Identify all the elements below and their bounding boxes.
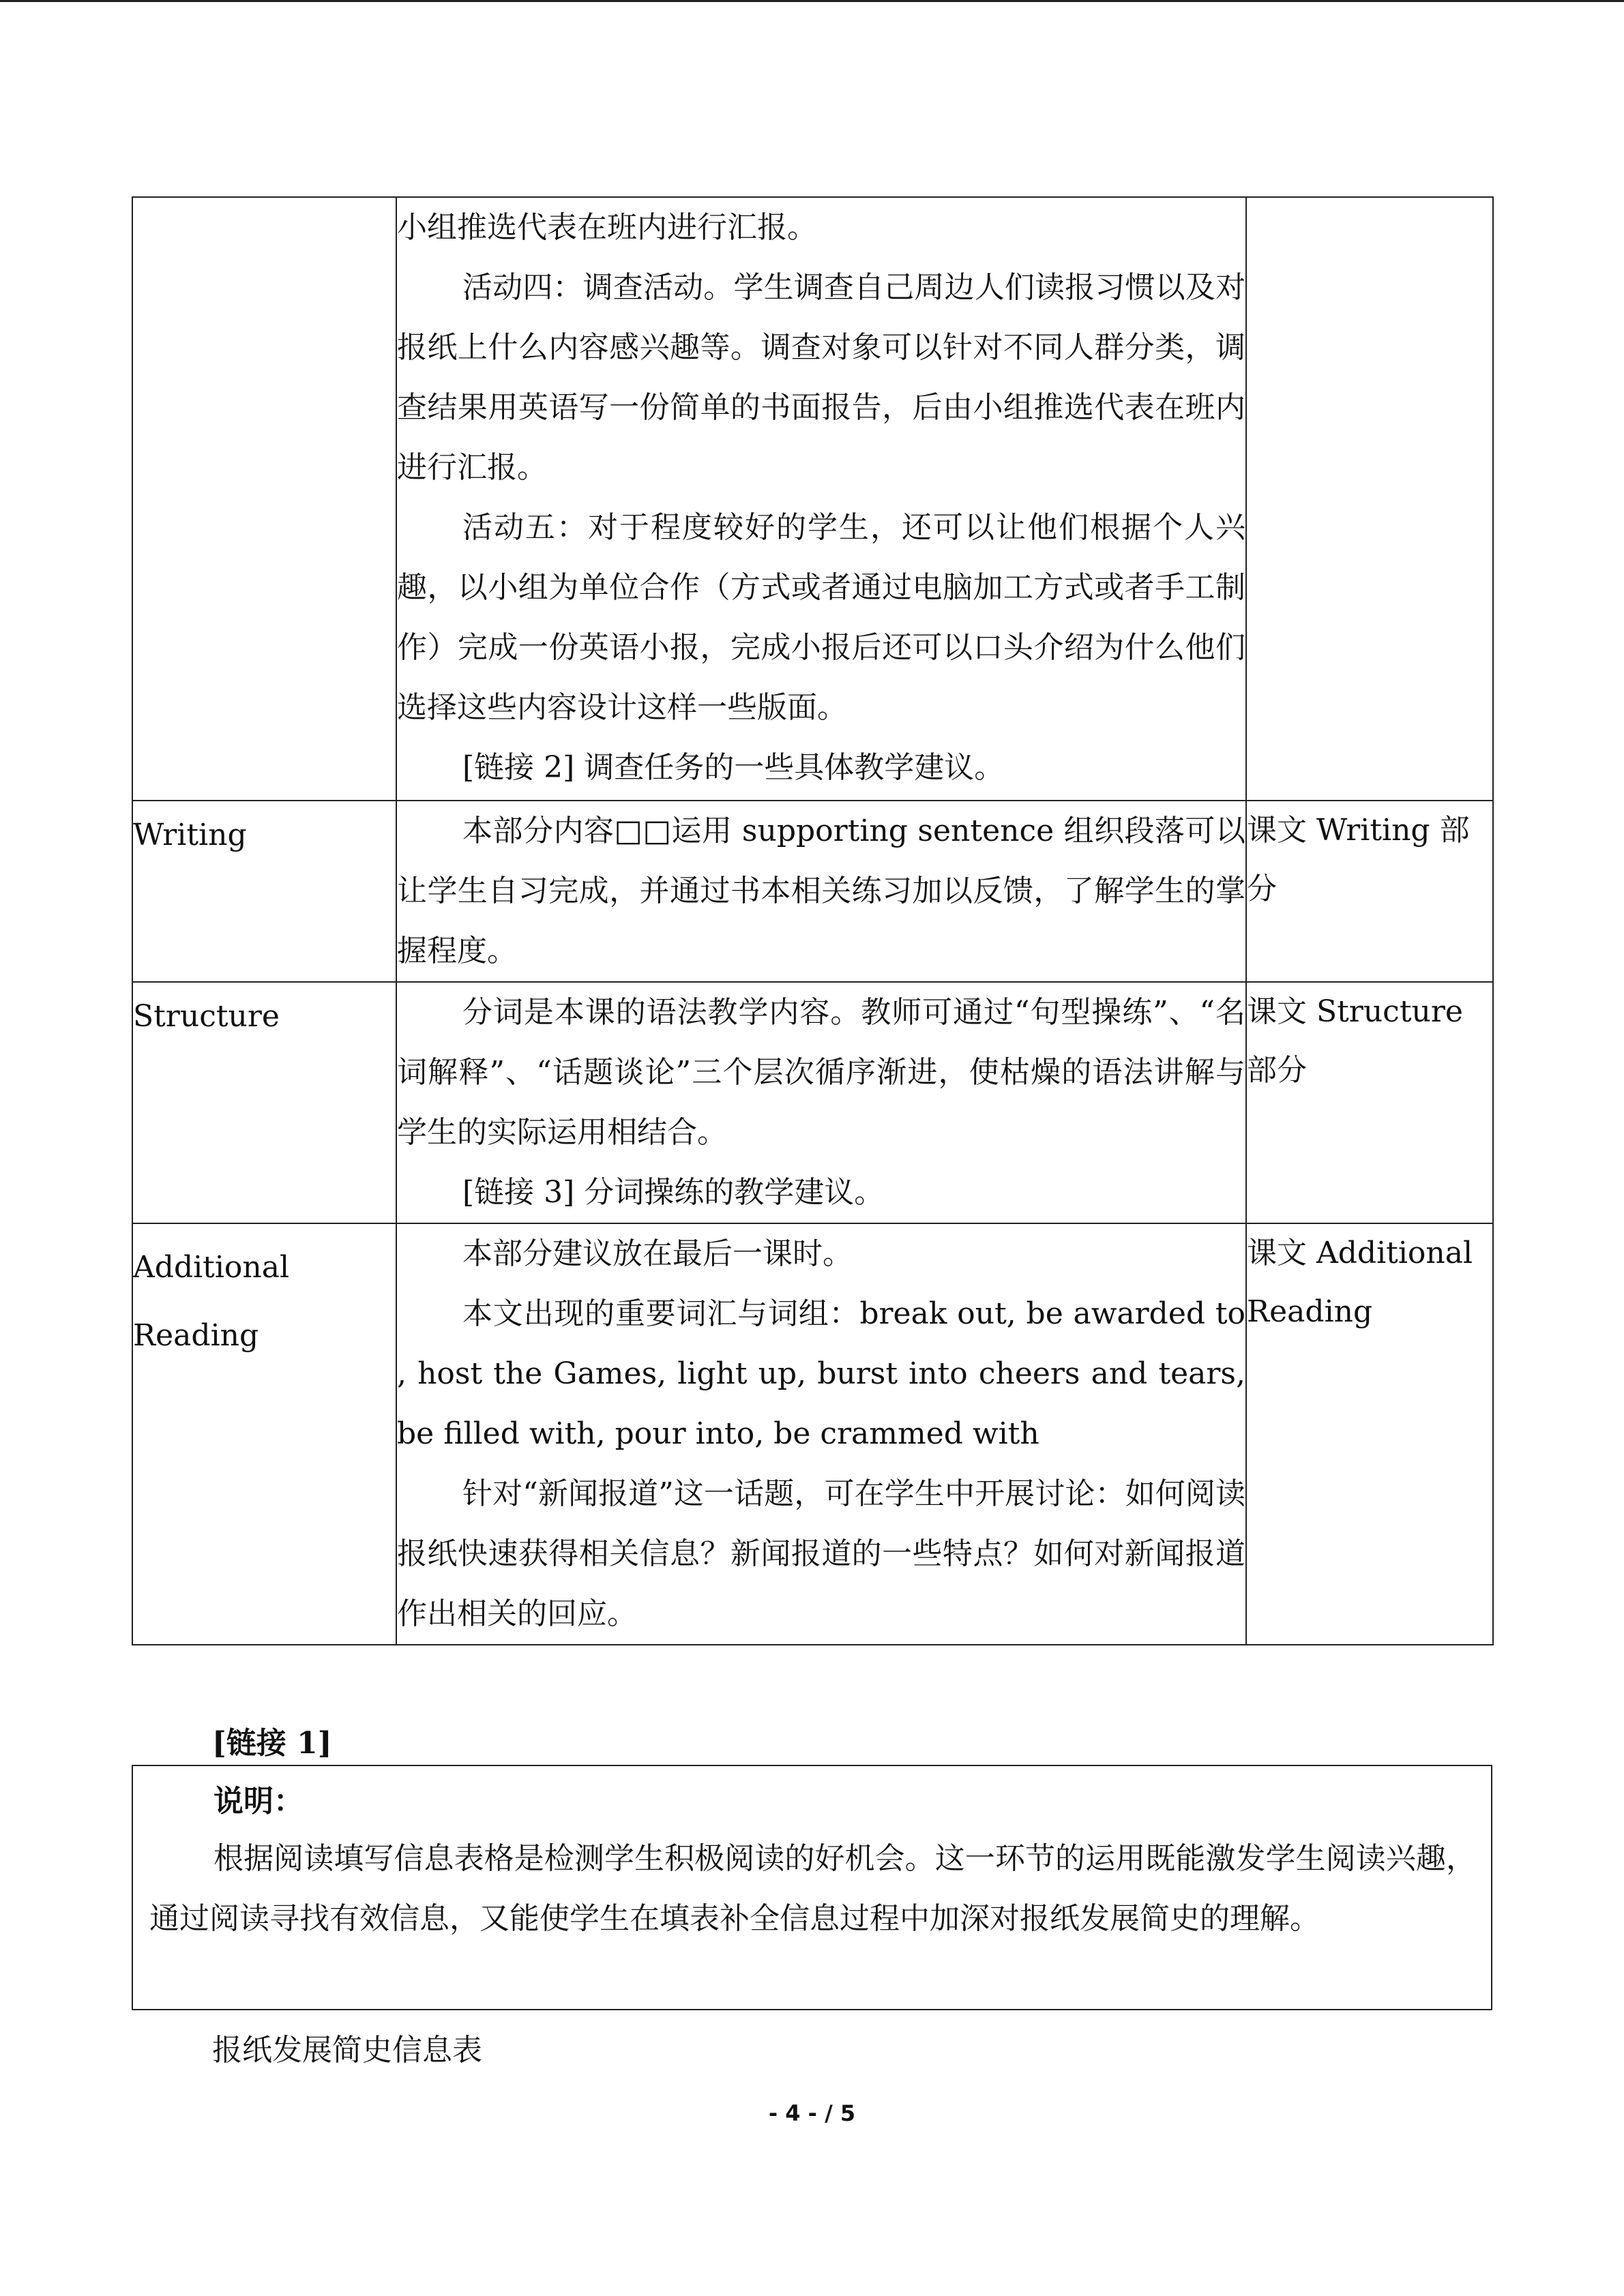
reference-cell: 课文 Additional Reading bbox=[1246, 1223, 1493, 1645]
content-paragraph: 本部分建议放在最后一课时。 bbox=[462, 1236, 853, 1271]
content-paragraph: 本部分内容□□运用 supporting sentence 组织段落可以让学生自习完成，并通过书本相关练习加以反馈，了解学生的掌握程度。 bbox=[397, 814, 1245, 968]
section-cell: Structure bbox=[132, 982, 396, 1223]
note-title: 说明： bbox=[213, 1784, 304, 1819]
note-body: 根据阅读填写信息表格是检测学生积极阅读的好机会。这一环节的运用既能激发学生阅读兴趣，通过阅读寻找有效信息，又能使学生在填表补全信息过程中加深对报纸发展简史的理解。 bbox=[149, 1841, 1476, 1936]
table-row bbox=[132, 982, 1493, 1223]
page-number: - 4 - / 5 bbox=[768, 2100, 856, 2126]
reference-cell: 课文 Structure 部分 bbox=[1246, 982, 1493, 1223]
top-border-line bbox=[0, 0, 1624, 2]
content-paragraph: 本文出现的重要词汇与词组：break out, be awarded to , host the Games, light up, burst into cheers and tears, be filled with, pour into, be crammed with bbox=[397, 1296, 1245, 1451]
section-cell: Writing bbox=[132, 801, 396, 982]
link1-note-box bbox=[132, 1765, 1492, 2010]
table-caption: 报纸发展简史信息表 bbox=[212, 2033, 482, 2068]
table-row bbox=[132, 197, 1493, 801]
content-cell bbox=[396, 197, 1246, 801]
reference-cell bbox=[1246, 197, 1493, 801]
content-cell bbox=[396, 1223, 1246, 1645]
lesson-plan-table bbox=[132, 196, 1494, 1645]
table-row bbox=[132, 1223, 1493, 1645]
section-cell bbox=[132, 197, 396, 801]
reference-cell: 课文 Writing 部分 bbox=[1246, 801, 1493, 982]
table-row bbox=[132, 801, 1493, 982]
content-paragraph: 活动五：对于程度较好的学生，还可以让他们根据个人兴趣，以小组为单位合作（方式或者通过电脑加工方式或者手工制作）完成一份英语小报，完成小报后还可以口头介绍为什么他们选择这些内容设计这样一些版面。 bbox=[397, 510, 1245, 725]
content-paragraph: [链接 2] 调查任务的一些具体教学建议。 bbox=[462, 750, 1005, 785]
content-cell bbox=[396, 801, 1246, 982]
content-paragraph: [链接 3] 分词操练的教学建议。 bbox=[462, 1175, 885, 1210]
section-cell: Additional Reading bbox=[132, 1223, 396, 1645]
content-paragraph: 分词是本课的语法教学内容。教师可通过“句型操练”、“名词解释”、“话题谈论”三个层次循序渐进，使枯燥的语法讲解与学生的实际运用相结合。 bbox=[397, 995, 1245, 1150]
content-paragraph: 小组推选代表在班内进行汇报。 bbox=[397, 210, 817, 245]
content-paragraph: 针对“新闻报道”这一话题，可在学生中开展讨论：如何阅读报纸快速获得相关信息？新闻报道的一些特点？如何对新闻报道作出相关的回应。 bbox=[397, 1476, 1245, 1631]
link1-heading: [链接 1] bbox=[212, 1726, 332, 1761]
content-cell bbox=[396, 982, 1246, 1223]
content-paragraph: 活动四：调查活动。学生调查自己周边人们读报习惯以及对报纸上什么内容感兴趣等。调查对象可以针对不同人群分类，调查结果用英语写一份简单的书面报告，后由小组推选代表在班内进行汇报。 bbox=[397, 270, 1245, 485]
